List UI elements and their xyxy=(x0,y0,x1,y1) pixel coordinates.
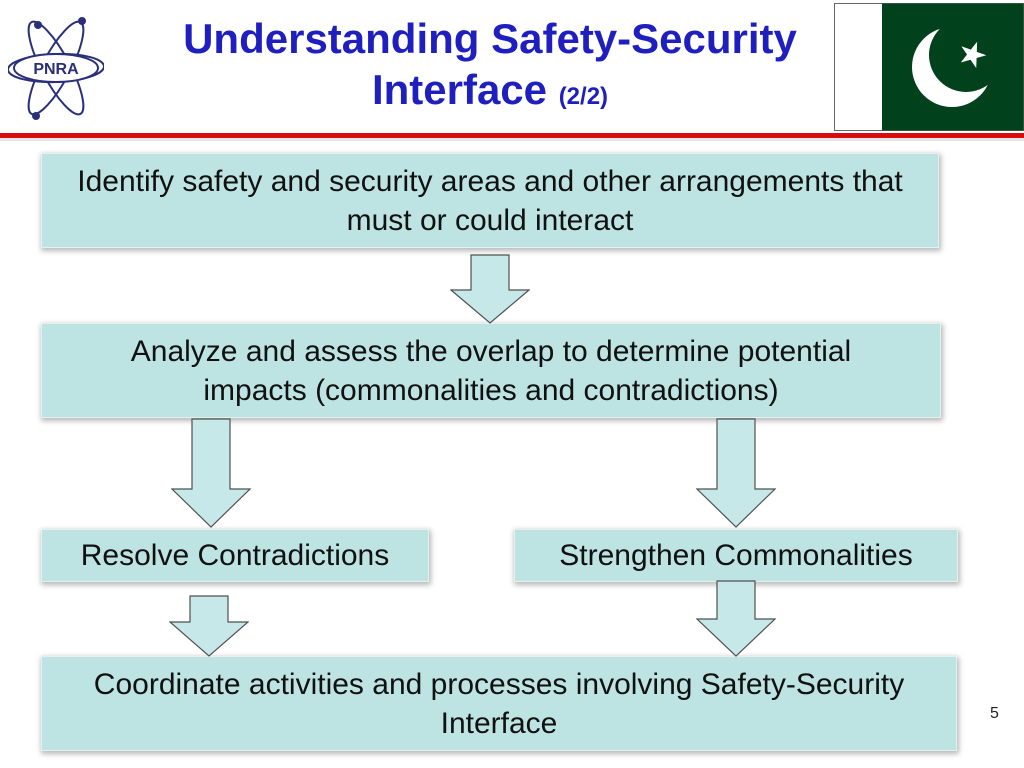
title-main-2: Interface xyxy=(371,66,548,113)
resolve-contradictions-text: Resolve Contradictions xyxy=(80,539,390,572)
step-coordinate-text: Coordinate activities and processes involving Safety-Security Interface xyxy=(93,667,905,740)
down-arrow-icon xyxy=(696,418,776,528)
step-identify-text: Identify safety and security areas and other arrangements that must or could interact xyxy=(77,164,903,237)
step-coordinate-box xyxy=(42,657,956,750)
strengthen-commonalities-text: Strengthen Commonalities xyxy=(559,539,913,572)
title-line-1: Understanding Safety-Security xyxy=(183,15,797,62)
title-line-2 xyxy=(150,64,830,123)
strengthen-commonalities-box xyxy=(515,530,957,581)
title-part-indicator: (2/2) xyxy=(558,83,609,110)
step-analyze-text: Analyze and assess the overlap to determine potential impacts (commonalities and contradictions) xyxy=(130,334,852,407)
step-identify-box xyxy=(42,154,938,247)
down-arrow-icon xyxy=(169,595,249,657)
header-divider-grey xyxy=(0,138,1024,141)
step-analyze-box xyxy=(42,324,940,417)
down-arrow-icon xyxy=(450,254,530,324)
down-arrow-icon xyxy=(171,418,251,528)
down-arrow-icon xyxy=(696,580,776,657)
pakistan-flag-icon xyxy=(834,3,1024,131)
logo-text: PNRA xyxy=(33,61,79,78)
page-number: 5 xyxy=(990,705,999,722)
slide-title xyxy=(150,14,830,123)
resolve-contradictions-box xyxy=(42,530,428,581)
pnra-logo xyxy=(8,6,104,128)
